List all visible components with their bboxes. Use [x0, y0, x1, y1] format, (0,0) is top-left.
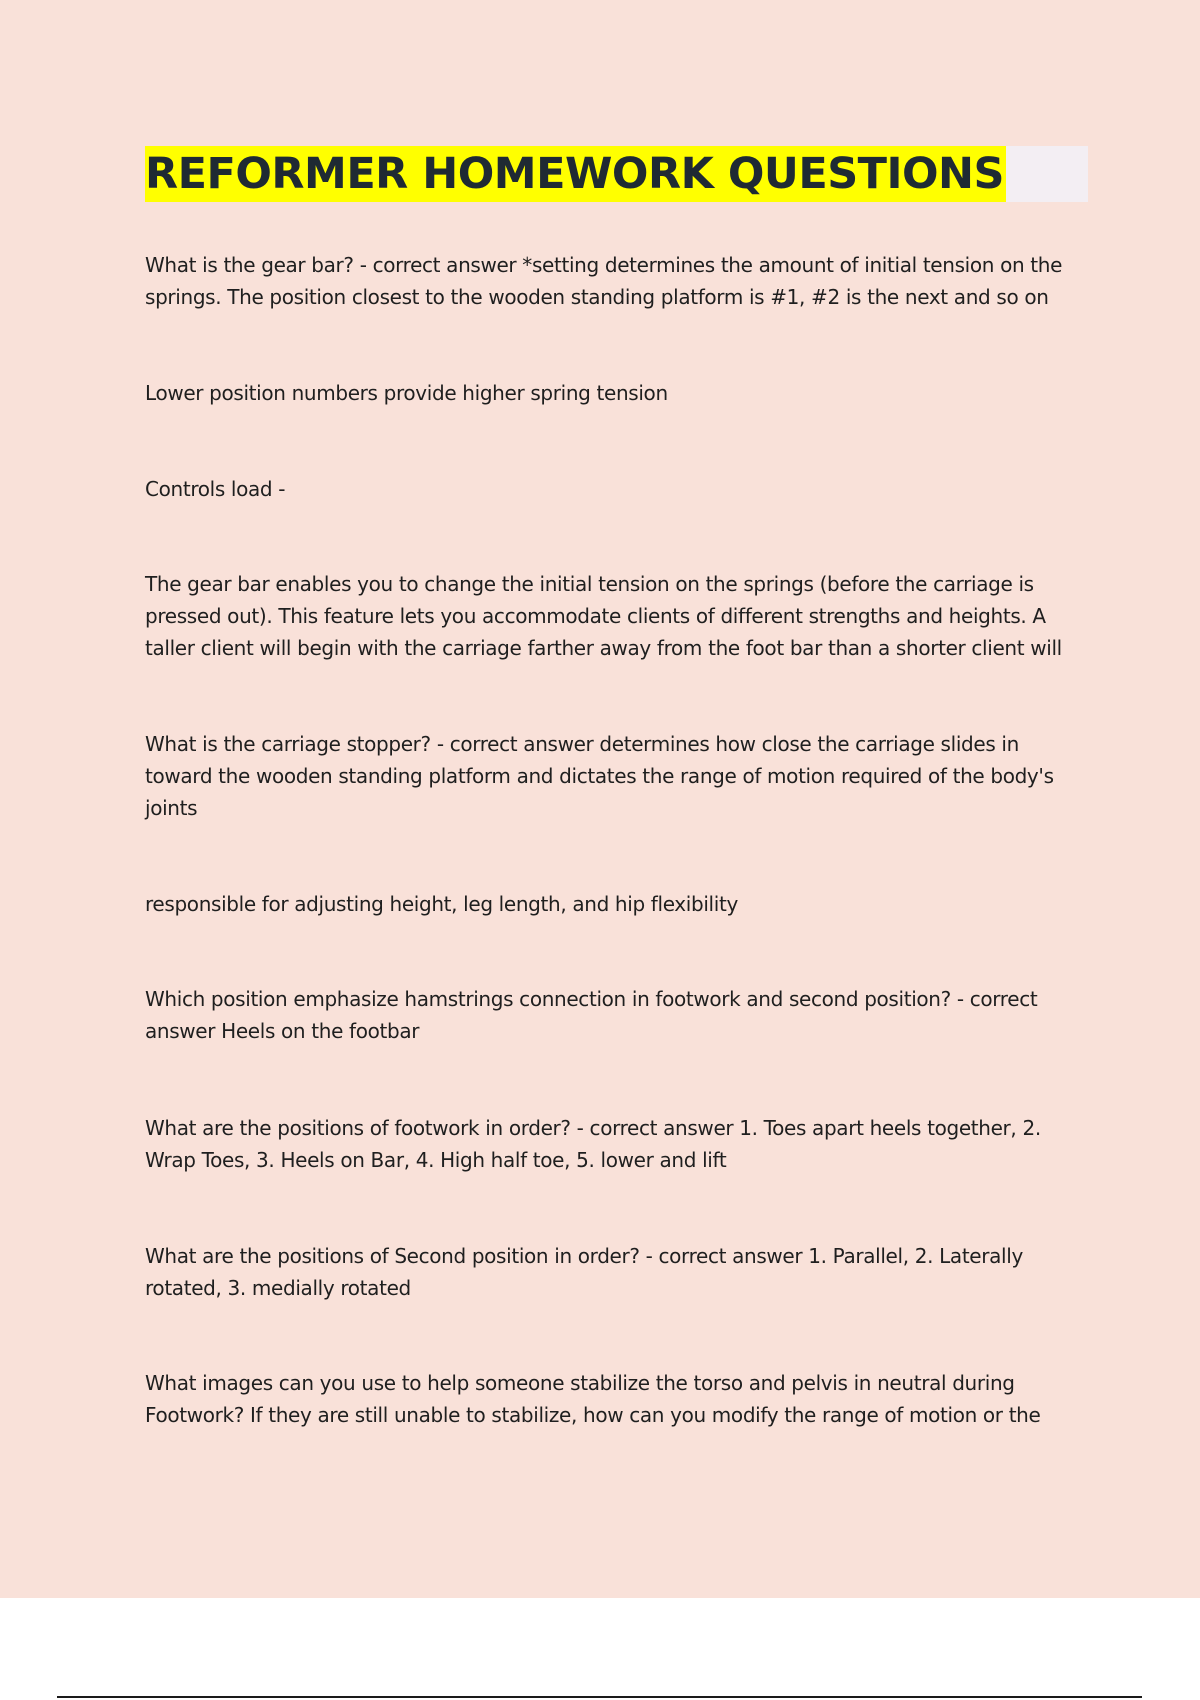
paragraph-footwork-positions-question: What are the positions of footwork in order? - correct answer 1. Toes apart heels together, 2. Wrap Toes, 3. Heels on Bar, 4. High half toe, 5. lower and lift: [145, 1116, 1041, 1172]
paragraph-responsible-for: responsible for adjusting height, leg length, and hip flexibility: [145, 892, 738, 916]
paragraph-gear-bar-question: What is the gear bar? - correct answer *setting determines the amount of initial tension on the springs. The position closest to the wooden standing platform is #1, #2 is the next and so on: [145, 253, 1063, 309]
document-title: REFORMER HOMEWORK QUESTIONS: [145, 146, 1006, 202]
paragraph-lower-position: Lower position numbers provide higher spring tension: [145, 381, 668, 405]
paragraph-controls-load: Controls load -: [145, 477, 286, 501]
paragraph-images-question: What images can you use to help someone stabilize the torso and pelvis in neutral during Footwork? If they are still unable to stabilize, how can you modify the range of motion or the: [145, 1371, 1041, 1427]
paragraph-hamstrings-question: Which position emphasize hamstrings connection in footwork and second position? - correct answer Heels on the footbar: [145, 987, 1038, 1043]
paragraph-gear-bar-explanation: The gear bar enables you to change the initial tension on the springs (before the carriage is pressed out). This feature lets you accommodate clients of different strengths and heights. A taller client will begin with the carriage farther away from the foot bar than a shorter client will: [145, 572, 1062, 660]
title-banner: [145, 146, 1088, 202]
footer-divider: [57, 1696, 1142, 1698]
paragraph-second-position-question: What are the positions of Second position in order? - correct answer 1. Parallel, 2. Laterally rotated, 3. medially rotated: [145, 1244, 1023, 1300]
paragraph-carriage-stopper-question: What is the carriage stopper? - correct answer determines how close the carriage slides in toward the wooden standing platform and dictates the range of motion required of the body's joints: [145, 732, 1054, 820]
